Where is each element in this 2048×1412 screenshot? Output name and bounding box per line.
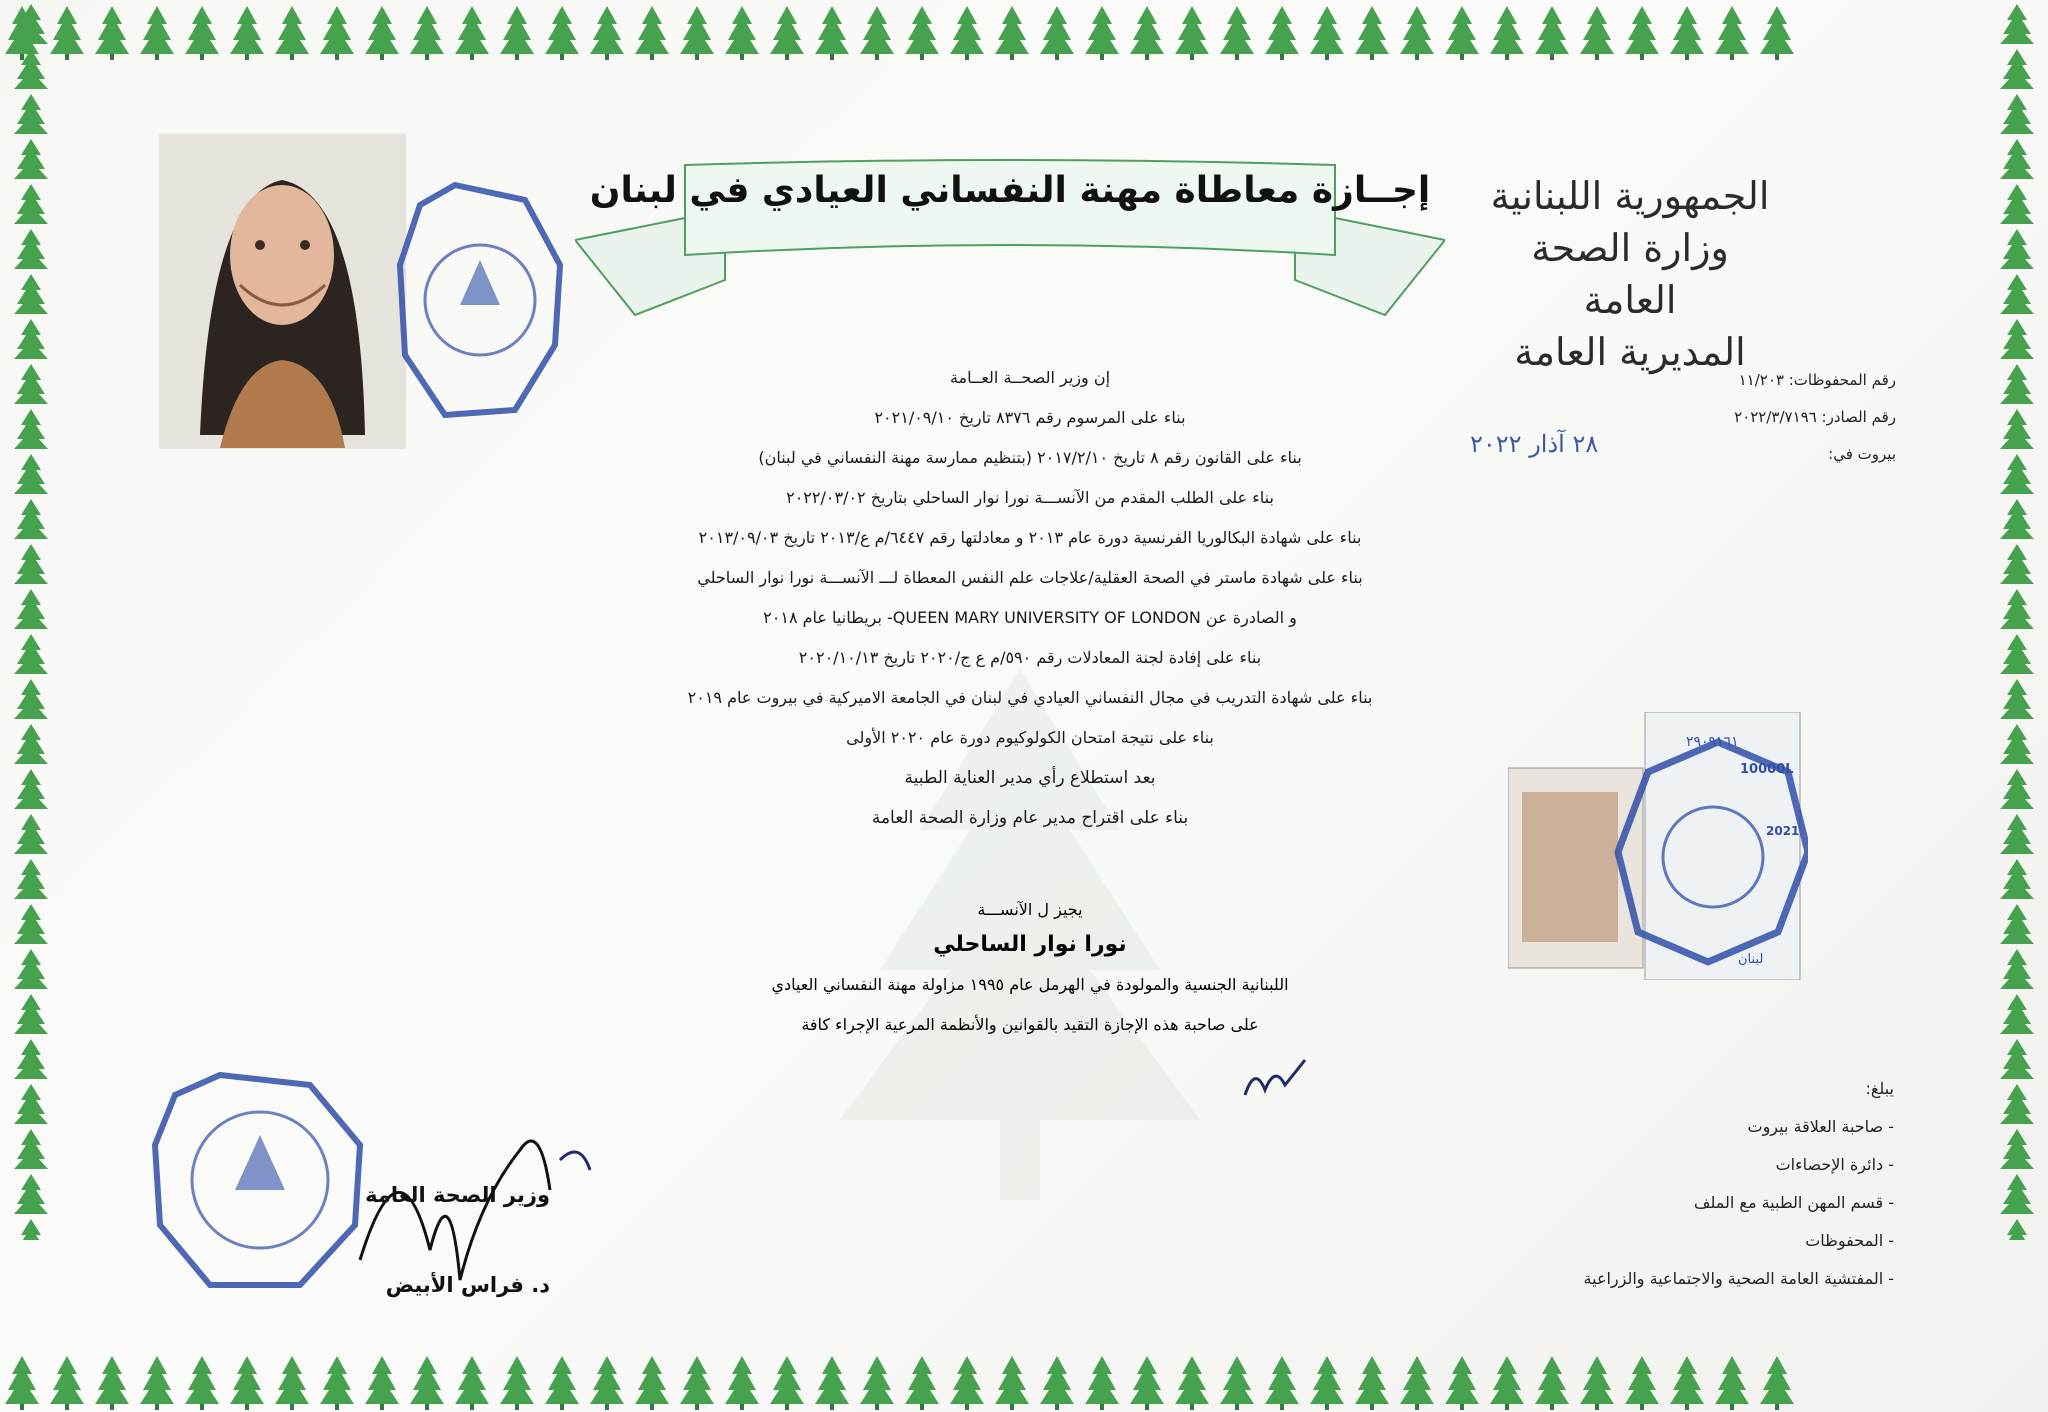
reference-block: [1650, 362, 1896, 473]
distribution-heading: يبلغ:: [1865, 1079, 1894, 1098]
distribution-item: - دائرة الإحصاءات: [1775, 1155, 1894, 1174]
ministry-seal-top: [395, 175, 565, 425]
archive-number: رقم المحفوظات: ١١/٢٠٣: [1738, 371, 1896, 389]
grant-text-1: اللبنانية الجنسية والمولودة في الهرمل عام ١٩٩٥ مزاولة مهنة النفساني العيادي: [771, 975, 1289, 994]
minister-title: وزير الصحة العامة: [365, 1183, 550, 1207]
body-line: بناء على شهادة البكالوريا الفرنسية دورة عام ٢٠١٣ و معادلتها رقم ٦٤٤٧/م ع/٢٠١٣ تاريخ ٢٠١٣/٠٩/٠٣: [698, 528, 1362, 547]
body-line: بناء على المرسوم رقم ٨٣٧٦ تاريخ ٢٠٢١/٠٩/١٠: [874, 408, 1186, 427]
stamp-value: 10000L: [1740, 762, 1794, 777]
grant-section: [560, 895, 1500, 1045]
issuer-header: [1480, 170, 1780, 378]
issue-city: بيروت في:: [1828, 445, 1896, 463]
outgoing-number: رقم الصادر: ٢٠٢٢/٣/٧١٩٦: [1734, 408, 1896, 426]
header-ministry: وزارة الصحة العامة: [1531, 226, 1729, 322]
stamp-serial: ٢٩٠٩١٦١: [1686, 734, 1739, 750]
grant-prefix: يجيز ل الآنســـة: [977, 900, 1083, 919]
document-title: إجــازة معاطاة مهنة النفساني العيادي في لبنان: [589, 170, 1431, 211]
body-line: بناء على الطلب المقدم من الآنســـة نورا نوار الساحلي بتاريخ ٢٠٢٢/٠٣/٠٢: [786, 488, 1274, 507]
distribution-item: - صاحبة العلاقة بيروت: [1747, 1117, 1894, 1136]
handwritten-date: ٢٨ آذار ٢٠٢٢: [1470, 430, 1599, 458]
revenue-stamps: [1508, 712, 1808, 980]
body-line: بناء على إفادة لجنة المعادلات رقم ٥٩٠/م ع ج/٢٠٢٠ تاريخ ٢٠٢٠/١٠/١٣: [798, 648, 1262, 667]
header-republic: الجمهورية اللبنانية: [1490, 174, 1770, 218]
body-line: إن وزير الصحــة العــامة: [949, 368, 1111, 387]
distribution-item: - المحفوظات: [1805, 1231, 1894, 1250]
applicant-photo: [160, 135, 405, 448]
body-line: و الصادرة عن QUEEN MARY UNIVERSITY OF LONDON- بريطانيا عام ٢٠١٨: [763, 608, 1297, 627]
body-line: بناء على نتيجة امتحان الكولوكيوم دورة عام ٢٠٢٠ الأولى: [846, 728, 1214, 747]
minister-signature: [340, 1110, 620, 1290]
initials-signature: [1240, 1055, 1310, 1105]
minister-name: د. فراس الأبيض: [385, 1273, 550, 1297]
header-directorate: المديرية العامة: [1514, 330, 1746, 374]
decorative-border-right: [1986, 0, 2048, 1240]
grant-text-2: على صاحبة هذه الإجازة التقيد بالقوانين والأنظمة المرعية الإجراء كافة: [801, 1015, 1259, 1034]
body-line: بناء على شهادة ماستر في الصحة العقلية/علاجات علم النفس المعطاة لـــ الآنســـة نورا نوار الساحلي: [697, 568, 1363, 587]
decorative-border-left: [0, 0, 62, 1240]
distribution-list: [1470, 1070, 1894, 1298]
decorative-border-bottom: [0, 1350, 1800, 1412]
body-line: بناء على شهادة التدريب في مجال النفساني العيادي في لبنان في الجامعة الاميركية في بيروت عام ٢٠١٩: [687, 688, 1373, 707]
body-line: بعد استطلاع رأي مدير العناية الطبية: [904, 768, 1156, 788]
decree-body: [560, 358, 1500, 838]
distribution-item: - المفتشية العامة الصحية والاجتماعية والزراعية: [1583, 1269, 1894, 1288]
body-line: بناء على القانون رقم ٨ تاريخ ٢٠١٧/٢/١٠ (بتنظيم ممارسة مهنة النفساني في لبنان): [758, 448, 1302, 467]
distribution-item: - قسم المهن الطبية مع الملف: [1693, 1193, 1894, 1212]
body-line: بناء على اقتراح مدير عام وزارة الصحة العامة: [871, 808, 1189, 828]
decorative-border-top: [0, 0, 1800, 62]
stamp-country: لبنان: [1738, 952, 1764, 967]
stamp-year: 2021: [1766, 824, 1800, 838]
licensee-name: نورا نوار الساحلي: [933, 932, 1127, 957]
